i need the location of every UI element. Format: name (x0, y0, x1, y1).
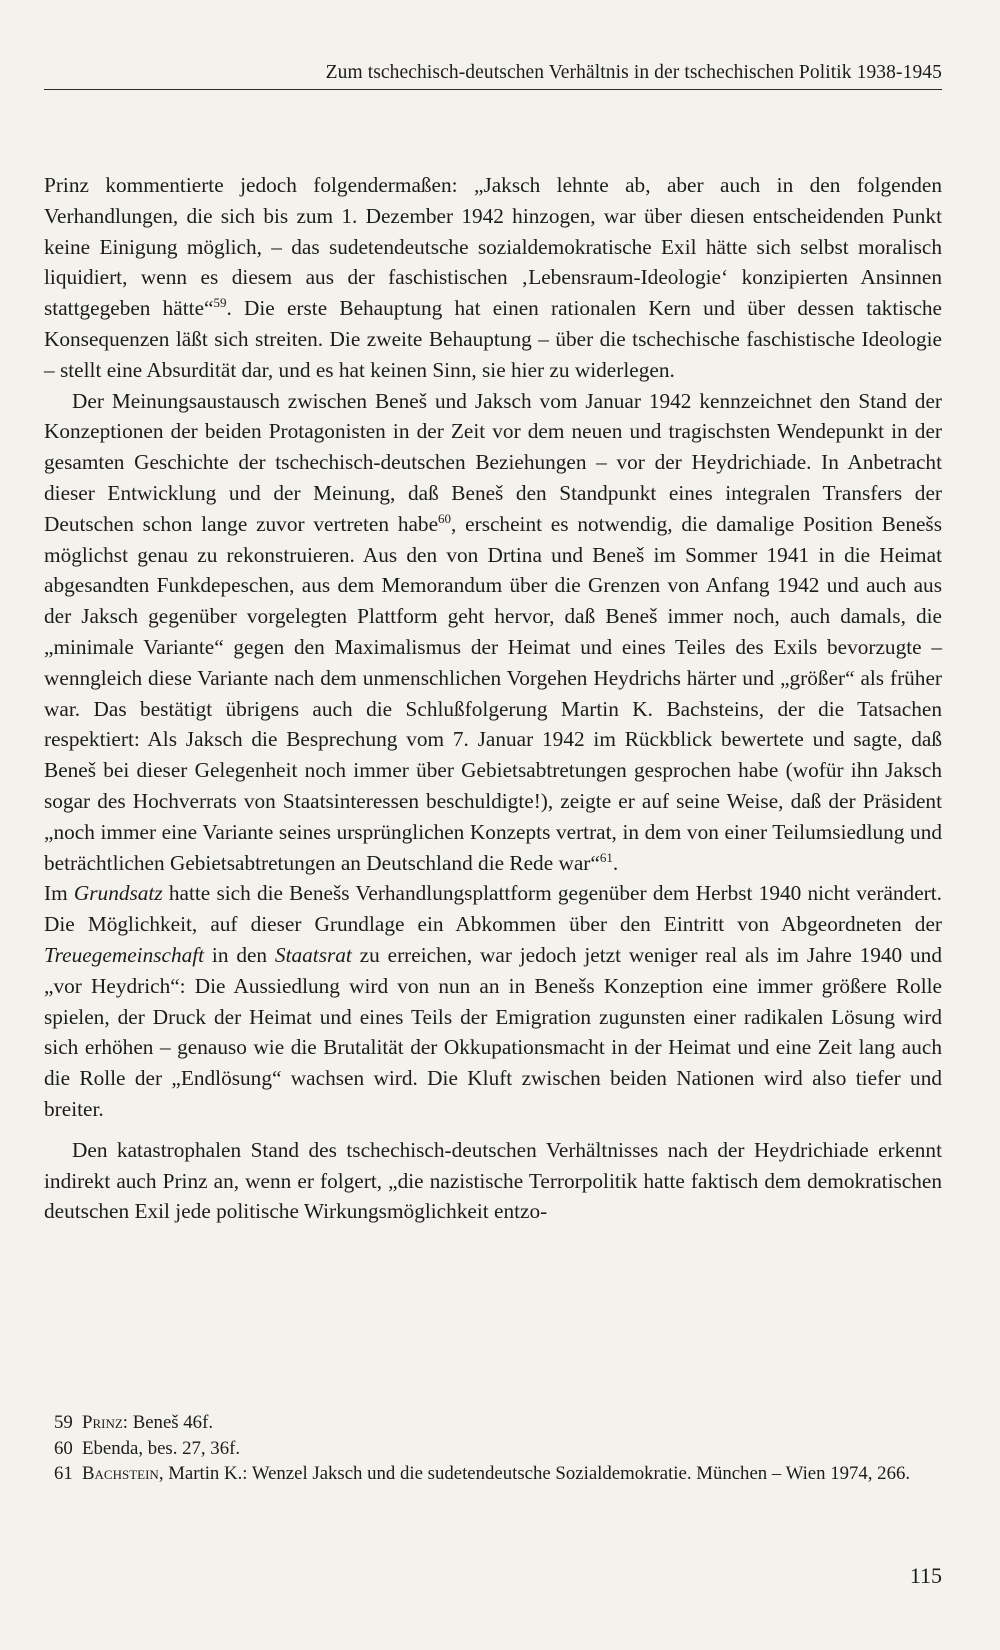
footnote-number: 59 (54, 1412, 73, 1433)
header-rule (44, 89, 942, 90)
footnote-number: 61 (54, 1463, 73, 1484)
paragraph-text: . (612, 850, 619, 875)
body-text (44, 170, 942, 1227)
paragraph-text: , erscheint es notwendig, die damalige Position Benešs möglichst genau zu rekonstruieren. Aus den von Drtina und Beneš im Sommer 1941 in die Heimat abgesandten Funkdepeschen, aus dem Memorandum über die Grenzen von Anfang 1942 und auch aus der Jaksch gegenüber vorgelegten Plattform geht hervor, daß Beneš immer noch, auch damals, die „minimale Variante“ gegen den Maximalismus der Heimat und eines Teiles des Exils bevorzugte – wenngleich diese Variante nach dem unmenschlichen Vorgehen Heydrichs härter und „größer“ als früher war. Das bestätigt übrigens auch die Schlußfolgerung Martin K. Bachsteins, der die Tatsachen respektiert: Als Jaksch die Besprechung vom 7. Januar 1942 im Rückblick bewertete und sagte, daß Beneš bei dieser Gelegenheit noch immer über Gebietsabtretungen gesprochen habe (wofür ihn Jaksch sogar des Hochverrats von Staatsinteressen beschuldigte!), zeigte er auf seine Weise, daß der Präsident „noch immer eine Variante seines ursprünglichen Konzepts vertrat, in dem von einer Teilumsiedlung und beträchtlichen Gebietsabtretungen an Deutschland die Rede war“ (44, 511, 942, 875)
paragraph-text: in den (204, 942, 275, 967)
footnote (54, 1461, 942, 1487)
paragraph-text: Im (44, 881, 74, 906)
paragraph (44, 878, 942, 1124)
paragraph-text: hatte sich die Benešs Verhandlungsplattform gegenüber dem Herbst 1940 nicht verändert. Die Möglichkeit, auf dieser Grundlage ein Abkommen über den Eintritt von Abgeordneten der (44, 881, 942, 937)
footnote-text: Ebenda, bes. 27, 36f. (82, 1437, 241, 1459)
footnote-ref: 59 (213, 295, 227, 311)
paragraph (44, 170, 942, 386)
paragraph-text: Prinz kommentierte jedoch folgendermaßen: „Jaksch lehnte ab, aber auch in den folgenden Verhandlungen, die sich bis zum 1. Dezember 1942 hinzogen, war über diesen entscheidenden Punkt keine Einigung möglich, – das sudetendeutsche sozialdemokratische Exil hätte sich selbst moralisch liquidiert, wenn es diesem aus der faschistischen ‚Lebensraum-Ideologie‘ konzipierten Ansinnen stattgegeben hätte“ (44, 173, 942, 321)
running-head: Zum tschechisch-deutschen Verhältnis in der tschechischen Politik 1938-1945 (325, 62, 942, 83)
footnote-body: , Martin K.: Wenzel Jaksch und die sudetendeutsche Sozialdemokratie. München – Wien 1974, 266. (158, 1463, 911, 1484)
paragraph: Den katastrophalen Stand des tschechisch-deutschen Verhältnisses nach der Heydrichiade erkennt indirekt auch Prinz an, wenn er folgert, „die nazistische Terrorpolitik hatte faktisch dem demokratischen deutschen Exil jede politische Wirkungsmöglichkeit entzo- (44, 1137, 942, 1224)
paragraph-text: . Die erste Behauptung hat einen rationalen Kern und über dessen taktische Konsequenzen läßt sich streiten. Die zweite Behauptung – über die tschechische faschistische Ideologie – stellt eine Absurdität dar, und es hat keinen Sinn, sie hier zu widerlegen. (44, 296, 942, 382)
footnote-body: : Beneš 46f. (122, 1412, 214, 1433)
footnote (54, 1436, 942, 1462)
page-number: 115 (909, 1563, 942, 1588)
footnote-ref: 60 (438, 510, 452, 526)
paragraph-text: Der Meinungsaustausch zwischen Beneš und Jaksch vom Januar 1942 kennzeichnet den Stand der Konzeptionen der beiden Protagonisten in der Zeit vor dem neuen und tragischsten Wendepunkt in der gesamten Geschichte der tschechisch-deutschen Beziehungen – vor der Heydrichiade. In Anbetracht dieser Entwicklung und der Meinung, daß Beneš den Standpunkt eines integralen Transfers der Deutschen schon lange zuvor vertreten habe (44, 388, 942, 536)
footnote-number: 60 (54, 1437, 73, 1459)
paragraph-text: zu erreichen, war jedoch jetzt weniger real als im Jahre 1940 und „vor Heydrich“: Die Aussiedlung wird von nun an in Benešs Konzeption eine immer größere Rolle spielen, der Druck der Heimat und eines Teils der Emigration zugunsten einer radikalen Lösung wird sich erhöhen – genauso wie die Brutalität der Okkupationsmacht in der Heimat und eine Zeit lang auch die Rolle der „Endlösung“ wachsen wird. Die Kluft zwischen beiden Nationen wird also tiefer und breiter. (44, 942, 942, 1121)
footnote-text (82, 1461, 942, 1487)
paragraph (44, 386, 942, 879)
footnote-author: Prinz (82, 1412, 123, 1433)
emphasis: Staatsrat (274, 942, 352, 967)
footnote-author: Bachstein (82, 1463, 159, 1484)
footnotes (54, 1410, 942, 1487)
footnote-text (82, 1410, 942, 1436)
emphasis: Treuegemeinschaft (44, 942, 205, 967)
footnote-ref: 61 (599, 849, 613, 865)
footnote (54, 1410, 942, 1436)
emphasis: Grundsatz (73, 881, 163, 906)
